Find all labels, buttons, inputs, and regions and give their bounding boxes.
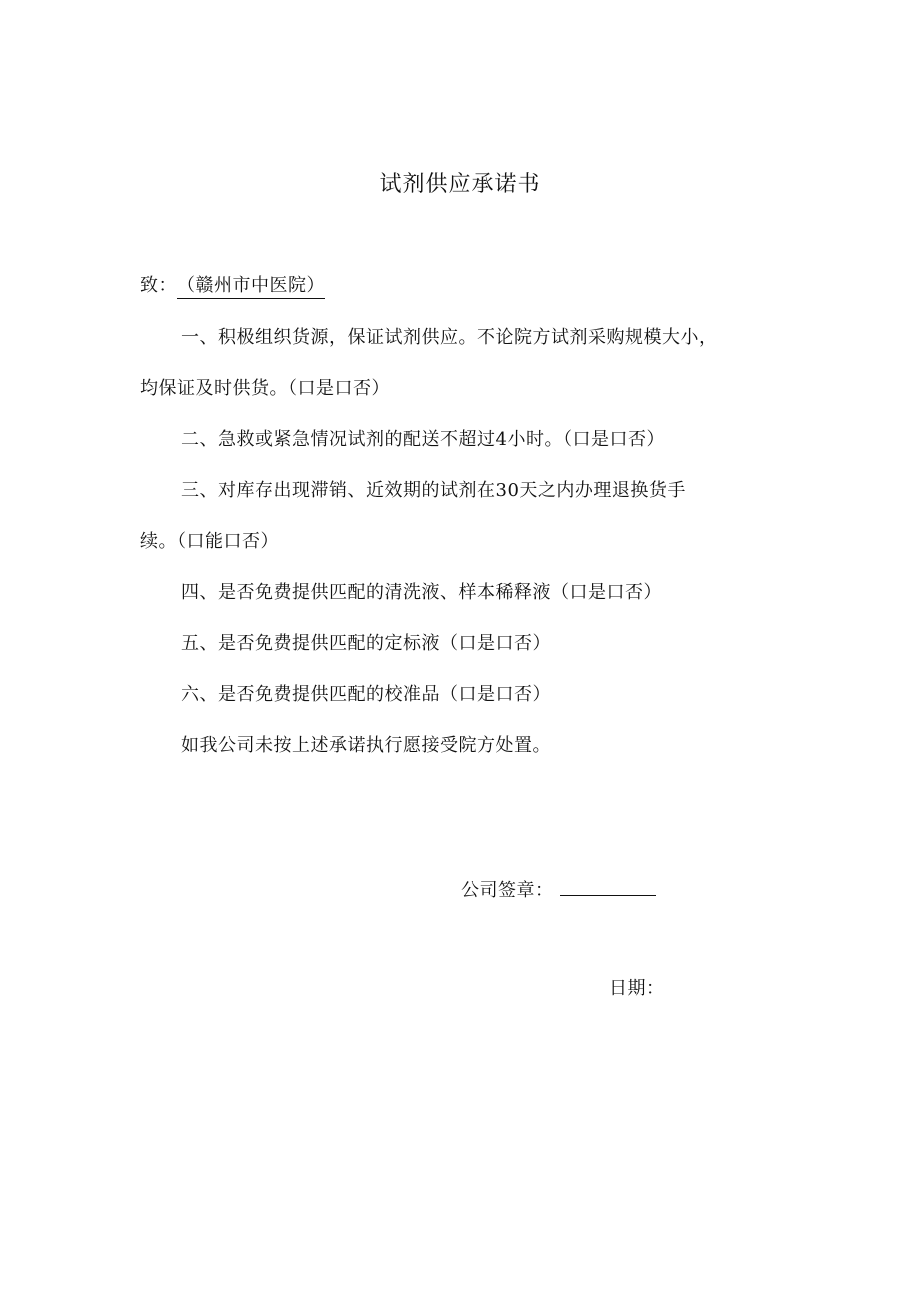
signature-label: 公司签章： [461,880,554,901]
salutation-prefix: 致： [140,275,177,296]
paragraph-6: 六、是否免费提供匹配的校准品（口是口否） [181,684,551,705]
paragraph-1-line-2: 均保证及时供货。（口是口否） [140,378,390,399]
paragraph-3-line-2: 续。（口能口否） [140,531,279,552]
date-label: 日期： [609,978,665,999]
recipient-name: （赣州市中医院） [177,275,325,299]
signature-blank-line[interactable] [560,879,656,896]
paragraph-5: 五、是否免费提供匹配的定标液（口是口否） [181,633,551,654]
closing-statement: 如我公司未按上述承诺执行愿接受院方处置。 [181,735,551,756]
paragraph-1-line-1: 一、积极组织货源，保证试剂供应。不论院方试剂采购规模大小， [181,327,718,348]
paragraph-4: 四、是否免费提供匹配的清洗液、样本稀释液（口是口否） [181,582,662,603]
signature-row [461,878,656,904]
paragraph-3-line-1: 三、对库存出现滞销、近效期的试剂在30天之内办理退换货手 [181,480,686,501]
salutation-line [140,273,325,299]
document-title: 试剂供应承诺书 [379,172,541,197]
paragraph-2: 二、急救或紧急情况试剂的配送不超过4小时。（口是口否） [181,429,665,450]
